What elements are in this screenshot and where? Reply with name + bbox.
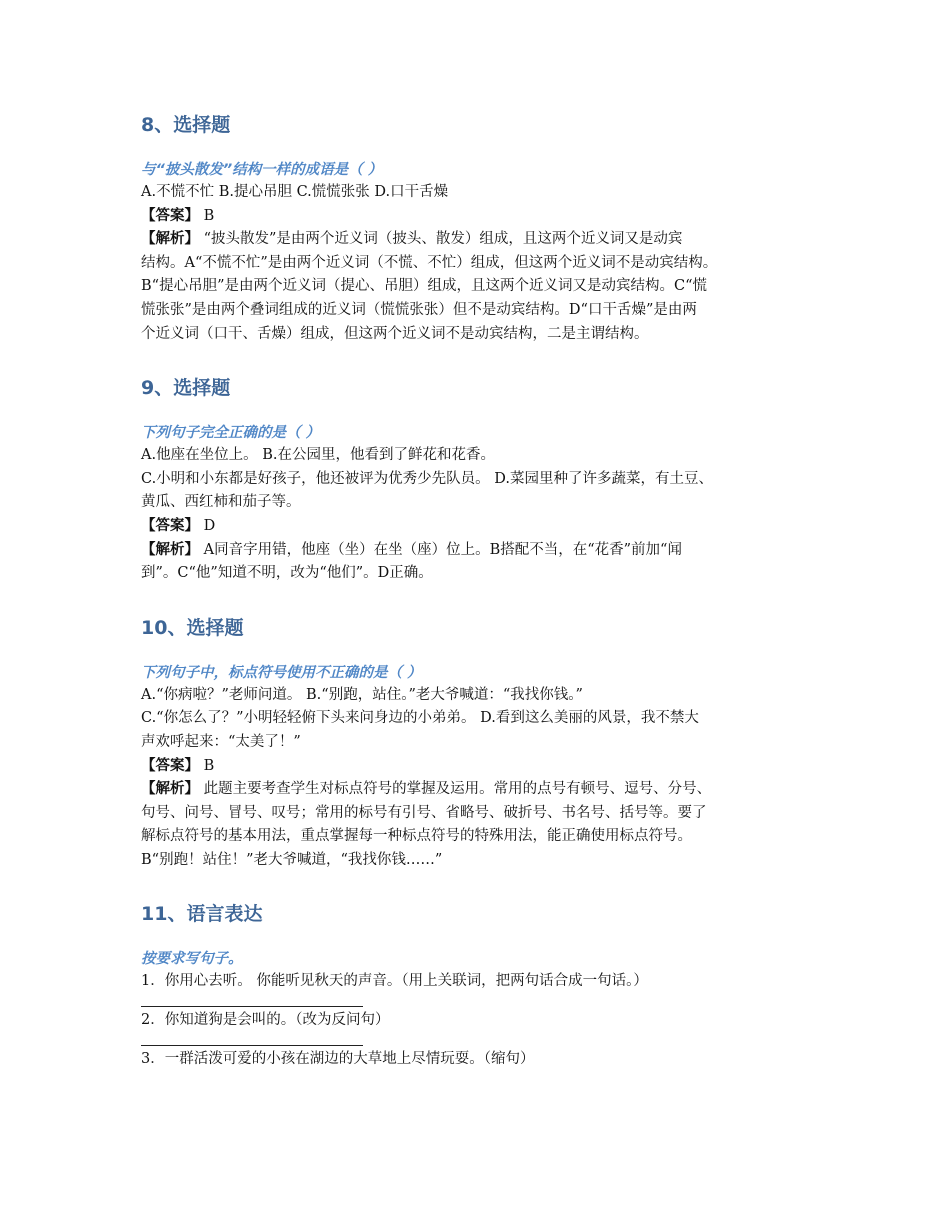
answer-value: D xyxy=(203,517,216,534)
analysis-line: 到”。C“他”知道不明，改为“他们”。D正确。 xyxy=(141,565,433,582)
exercise-item: 2．你知道狗是会叫的。（改为反问句） xyxy=(141,1012,390,1029)
question-stem: 下列句子完全正确的是（ ） xyxy=(141,425,321,442)
analysis-line: B“提心吊胆”是由两个近义词（提心、吊胆）组成，且这两个近义词又是动宾结构。C“慌 xyxy=(141,278,707,295)
analysis-line xyxy=(141,539,821,563)
analysis-line: 个近义词（口干、舌燥）组成，但这两个近义词不是动宾结构，二是主谓结构。 xyxy=(141,325,649,342)
question-8 xyxy=(141,111,821,346)
question-options: 黄瓜、西红柿和茄子等。 xyxy=(141,494,301,511)
question-options: C.小明和小东都是好孩子，他还被评为优秀少先队员。 D.菜园里种了许多蔬菜，有土豆、 xyxy=(141,470,714,487)
analysis-text: “披头散发”是由两个近义词（披头、散发）组成，且这两个近义词又是动宾 xyxy=(203,231,683,248)
analysis-label: 【解析】 xyxy=(141,231,199,248)
analysis-text: 此题主要考查学生对标点符号的掌握及运用。常用的点号有顿号、逗号、分号、 xyxy=(203,781,712,798)
exercise-item: 1．你用心去听。 你能听见秋天的声音。（用上关联词，把两句话合成一句话。） xyxy=(141,973,648,990)
analysis-line: 结构。A“不慌不忙”是由两个近义词（不慌、不忙）组成，但这两个近义词不是动宾结构。 xyxy=(141,254,718,271)
question-options: A.“你病啦？”老师问道。 B.“别跑，站住。”老大爷喊道：“我找你钱。” xyxy=(141,686,583,703)
question-stem: 与“披头散发”结构一样的成语是（ ） xyxy=(141,162,383,178)
analysis-line xyxy=(141,778,821,802)
answer-row xyxy=(141,755,821,779)
question-title: 9、选择题 xyxy=(141,377,231,400)
question-title: 11、语言表达 xyxy=(141,903,263,926)
question-stem: 下列句子中，标点符号使用不正确的是（ ） xyxy=(141,664,422,681)
analysis-line xyxy=(141,228,821,252)
answer-value: B xyxy=(203,757,215,774)
answer-blank-line[interactable] xyxy=(141,1033,363,1046)
answer-label: 【答案】 xyxy=(141,517,199,534)
question-stem: 按要求写句子。 xyxy=(141,951,243,968)
question-9 xyxy=(141,374,821,586)
question-options: C.“你怎么了？”小明轻轻俯下头来问身边的小弟弟。 D.看到这么美丽的风景，我不禁大 xyxy=(141,710,699,727)
answer-row xyxy=(141,205,821,229)
analysis-line: 句号、问号、冒号、叹号；常用的标号有引号、省略号、破折号、书名号、括号等。要了 xyxy=(141,804,707,821)
analysis-line: B“别跑！站住！”老大爷喊道，“我找你钱……” xyxy=(141,851,443,868)
answer-label: 【答案】 xyxy=(141,207,199,224)
question-options: 声欢呼起来：“太美了！” xyxy=(141,733,301,750)
analysis-line: 慌张张”是由两个叠词组成的近义词（慌慌张张）但不是动宾结构。D“口干舌燥”是由两 xyxy=(141,301,697,318)
question-title: 10、选择题 xyxy=(141,616,244,639)
question-options: A.他座在坐位上。 B.在公园里，他看到了鲜花和花香。 xyxy=(141,447,495,464)
answer-value: B xyxy=(203,207,215,224)
page-content xyxy=(141,111,821,1071)
answer-blank-line[interactable] xyxy=(141,994,363,1007)
analysis-text: A同音字用错，他座（坐）在坐（座）位上。B搭配不当，在“花香”前加“闻 xyxy=(203,541,682,558)
answer-row xyxy=(141,515,821,539)
question-title: 8、选择题 xyxy=(141,114,231,136)
question-11 xyxy=(141,900,821,1071)
question-options: A.不慌不忙 B.提心吊胆 C.慌慌张张 D.口干舌燥 xyxy=(141,184,449,200)
analysis-label: 【解析】 xyxy=(141,781,199,798)
question-10 xyxy=(141,614,821,873)
answer-label: 【答案】 xyxy=(141,757,199,774)
analysis-label: 【解析】 xyxy=(141,541,199,558)
exercise-item: 3．一群活泼可爱的小孩在湖边的大草地上尽情玩耍。（缩句） xyxy=(141,1050,535,1067)
analysis-line: 解标点符号的基本用法，重点掌握每一种标点符号的特殊用法，能正确使用标点符号。 xyxy=(141,828,692,845)
